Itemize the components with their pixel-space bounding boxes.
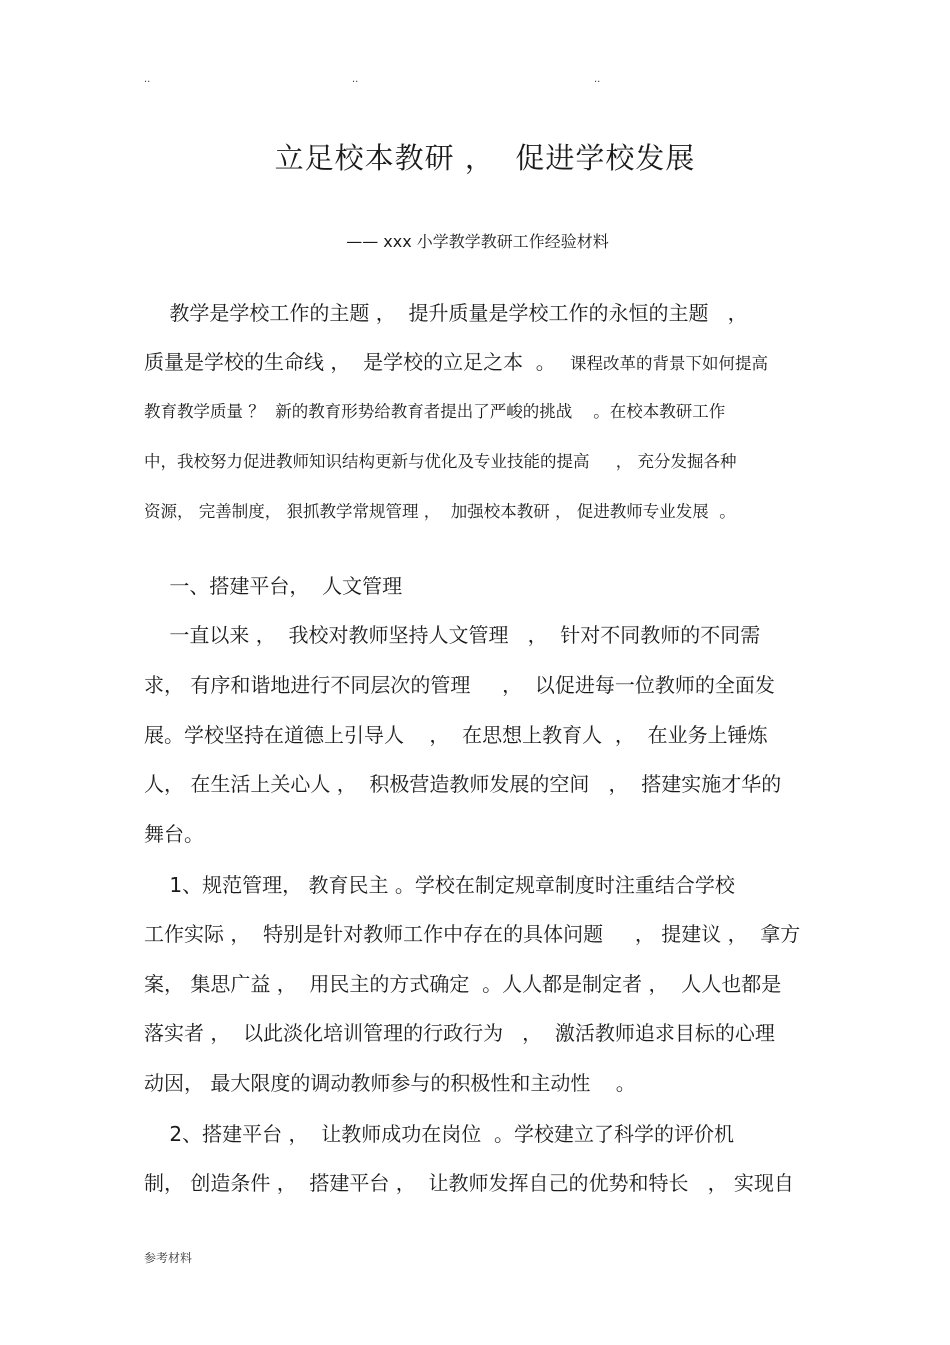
body-line: 教学是学校工作的主题 ， 提升质量是学校工作的永恒的主题 ， (144, 301, 748, 325)
body-line: 工作实际 ， 特别是针对教师工作中存在的具体问题 ， 提建议 ， 拿方 (144, 922, 801, 946)
body-line: 案， 集思广益 ， 用民主的方式确定 。人人都是制定者 ， 人人也都是 (144, 972, 782, 996)
body-line: 教育教学质量 ？ 新的教育形势给教育者提出了严峻的挑战 。在校本教研工作 (144, 402, 726, 421)
body-line: 展。学校坚持在道德上引导人 ， 在思想上教育人 ， 在业务上锤炼 (144, 723, 768, 747)
body-line: 一、搭建平台， 人文管理 (144, 574, 403, 598)
body-line: 2、搭建平台 ， 让教师成功在岗位 。学校建立了科学的评价机 (144, 1122, 734, 1146)
document-subtitle: —— xxx 小学教学教研工作经验材料 (346, 232, 609, 251)
body-line: 资源， 完善制度， 狠抓教学常规管理 ， 加强校本教研 ， 促进教师专业发展 。 (144, 502, 736, 521)
body-line: 动因， 最大限度的调动教师参与的积极性和主动性 。 (144, 1071, 636, 1095)
header-dot-right: .. (594, 74, 601, 85)
body-line: 人， 在生活上关心人 ， 积极营造教师发展的空间 ， 搭建实施才华的 (144, 772, 782, 796)
header-dot-center: .. (352, 74, 359, 85)
footer-label: 参考材料 (144, 1251, 193, 1265)
document-title: 立足校本教研 ， 促进学校发展 (274, 141, 696, 175)
body-line: 舞台。 (144, 822, 204, 846)
body-line: 落实者 ， 以此淡化培训管理的行政行为 ， 激活教师追求目标的心理 (144, 1021, 775, 1045)
body-line: 质量是学校的生命线 ， 是学校的立足之本 。 (144, 350, 556, 374)
body-line: 制， 创造条件 ， 搭建平台 ， 让教师发挥自己的优势和特长 ， 实现自 (144, 1171, 794, 1195)
body-line: 求， 有序和谐地进行不同层次的管理 ， 以促进每一位教师的全面发 (144, 673, 775, 697)
body-line: 课程改革的背景下如何提高 (570, 354, 768, 373)
body-line: 1、规范管理， 教育民主 。学校在制定规章制度时注重结合学校 (144, 873, 735, 897)
body-line: 一直以来 ， 我校对教师坚持人文管理 ， 针对不同教师的不同需 (144, 623, 761, 647)
header-dot-left: .. (144, 74, 151, 85)
body-line: 中，我校努力促进教师知识结构更新与优化及专业技能的提高 ， 充分发掘各种 (144, 452, 737, 471)
